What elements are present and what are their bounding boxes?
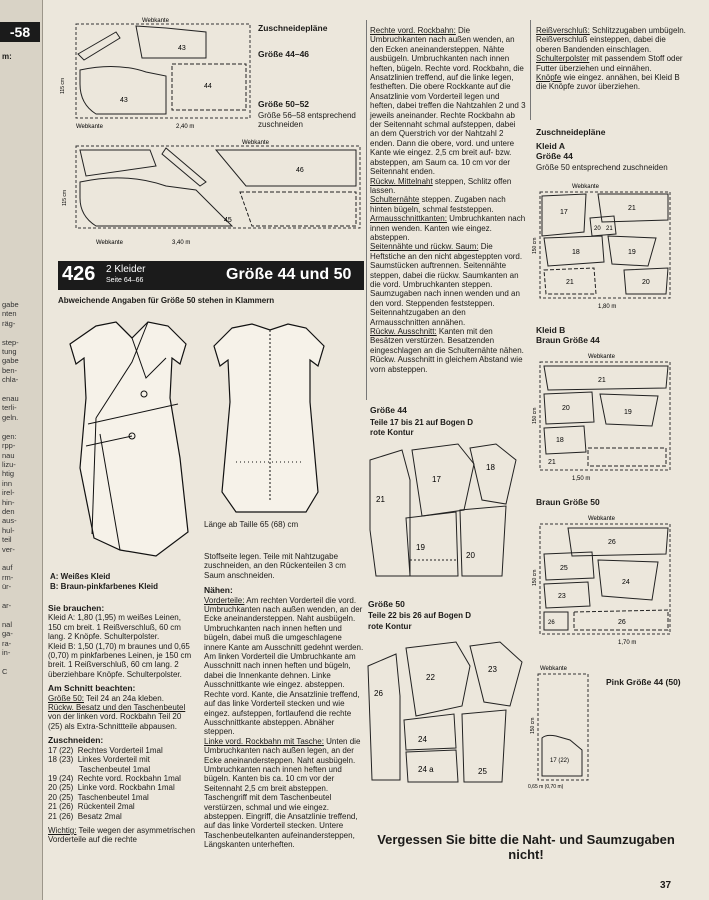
model-length: Länge ab Taille 65 (68) cm [204, 520, 299, 529]
rc-p2 [370, 177, 526, 196]
caption-a: A: Weißes Kleid [50, 572, 111, 581]
needs-heading: Sie brauchen: [48, 603, 105, 613]
kleid-a-note: Größe 50 entsprechend zuschneiden [536, 163, 668, 172]
p44-19: 19 [416, 543, 425, 552]
d1-webkante-top: Webkante [142, 18, 169, 24]
cut-heading: Zuschneiden: [48, 735, 104, 746]
p50-22: 22 [426, 673, 435, 682]
pattern-text-2-body: von der linken vord. Rockbahn Teil 20 (25) als Extra-Schnittteile abpausen. [48, 712, 182, 731]
model-number: 426 [62, 263, 96, 285]
lc-p3: 24 [622, 579, 630, 586]
fr-p3-body: wie eingez. annähen, bei Kleid B die Knöpfe zuvor überziehen. [536, 73, 680, 92]
ld-webkante: Webkante [540, 666, 567, 672]
gutter-line: ür- [2, 582, 12, 592]
cut-item: Taschenbeutel 1mal [48, 764, 151, 774]
layout-kleid-b [528, 352, 674, 484]
la-p5: 18 [572, 249, 580, 256]
rc-p1 [370, 26, 526, 177]
cutting-plan-diagram-2 [56, 136, 362, 248]
kleid-b: Kleid B [536, 325, 566, 335]
top-size-a: Größe 44–46 [258, 49, 310, 59]
gutter-line: terli- [2, 403, 17, 413]
rc-p6-label: Rückw. Ausschnitt: [370, 327, 437, 336]
gutter-line: ver- [2, 544, 15, 554]
la-p6: 19 [628, 249, 636, 256]
la-p3: 20 [594, 226, 601, 232]
model-sizes: Größe 44 und 50 [226, 266, 352, 283]
la-p7: 21 [566, 279, 574, 286]
gutter-line: geln. [2, 412, 19, 422]
kleid-a-size: Größe 44 [536, 151, 573, 161]
gutter-line: rm- [2, 572, 14, 582]
top-heading: Zuschneidepläne [258, 23, 328, 33]
d2-webkante-bottom: Webkante [96, 240, 123, 246]
d1-webkante-bottom: Webkante [76, 124, 103, 130]
cut-item: 21 (26) Rückenteil 2mal [48, 802, 135, 812]
important-body: Teile wegen der asymmetrischen Vorderteile auf die rechte [48, 825, 196, 845]
gutter-line [2, 610, 19, 619]
piece50-title: Größe 50 [368, 599, 405, 609]
sew-p2-body: Unten die Umbruchkanten nach außen legen, an der Ecke aneinandersteppen. Naht ausbügeln. Umbruchkanten nach innen heften und bügeln. Kanten bis ca. 10 cm vor der Seitennaht 2,5 cm breit absteppen. Taschengriff mit dem Taschenbeutel verstürzen, schmal und wie eingez. absteppen. Eingriff, die Ansatzlinie treffend, auf das linke Vorderteil stecken. Untere Taschenbeutelkanten aufeinandersteppen, Längskanten unterheften. [204, 736, 361, 850]
gutter-line [2, 657, 19, 666]
d1-piece-2: 44 [204, 83, 212, 90]
layout-pink [526, 664, 606, 794]
piece50-sub2: rote Kontur [368, 622, 412, 631]
gutter-line: teil [2, 535, 12, 545]
piece44-title: Größe 44 [370, 405, 407, 415]
p44-21: 21 [376, 495, 385, 504]
lb-width: 1,50 m [572, 476, 591, 482]
dress-back-illustration [206, 322, 332, 518]
rc-p5-label: Seitennähte und rückw. Saum: [370, 242, 479, 252]
gutter-line: aus- [2, 516, 17, 526]
gutter-line: ga- [2, 629, 13, 639]
p44-18: 18 [486, 463, 495, 472]
d1-height: 115 cm [60, 77, 66, 94]
la-p4: 21 [606, 226, 613, 232]
gutter-line: htig [2, 469, 15, 479]
rc-p1-body: Die Umbruchkanten nach außen wenden, an den Ecken aneinandersteppen. Nähte ausbügeln. Umbruchkanten nach innen heften, bügeln. Rechte vord. Rockbahn, die Ansatzlinien treffend, auf die linke legen, festheften. Die obere Rockkante auf die Ansatzlinie vom Vorderteil legen und heften, dabei treffen die Nahtzahlen 2 und 3 jeweils aneinander. Rechte Rockbahn ab der Seitennaht schmal aufsteppen, dabei an dem Querstrich vor der Nahtzahl 2 enden. Dann die obere, vord. und untere Kante wie eingez. 2,5 cm breit auf- bzw. absteppen, am Saum ca. 10 cm vor der Seitennaht enden. [370, 26, 526, 177]
right-column [370, 26, 526, 374]
lc-p2: 25 [560, 565, 568, 572]
rc-p4 [370, 214, 526, 242]
rc-p4-label: Armausschnittkanten: [370, 214, 447, 224]
cut-item: 19 (24) Rechte vord. Rockbahn 1mal [48, 773, 181, 783]
fr-p1-body: Schlitzzugaben umbügeln. Reißverschluß einsteppen, dabei die oberen Bandenden einschlagen. [536, 26, 686, 54]
cut-item: 17 (22) Rechtes Vorderteil 1mal [48, 745, 163, 755]
sew-p1-label: Vorderteile: [204, 595, 245, 605]
pink-size: Pink Größe 44 (50) [606, 677, 681, 687]
column-divider-2 [530, 20, 531, 120]
p50-24: 24 [418, 735, 427, 744]
gutter-line: irel- [2, 488, 15, 498]
lc-p1: 26 [608, 539, 616, 546]
pattern-pieces-44 [366, 440, 526, 582]
rc-p2-label: Rückw. Mittelnaht [370, 176, 433, 186]
mid-intro: Stoffseite legen. Teile mit Nahtzugabe zuschneiden, an den Rückenteilen 3 cm Saum anschneiden. [204, 552, 346, 580]
rc-p3-body: steppen. Zugaben nach hinten bügeln, schmal feststeppen. [370, 195, 506, 214]
left-column [48, 598, 196, 845]
la-width: 1,80 m [598, 304, 617, 310]
braun50: Braun Größe 50 [536, 497, 600, 507]
gutter-line: inn [2, 478, 13, 488]
sew-p2 [204, 737, 364, 850]
d2-width: 3,40 m [172, 240, 191, 246]
lc-width: 1,70 m [618, 640, 637, 646]
cut-item: 20 (25) Taschenbeutel 1mal [48, 792, 149, 802]
dress-a-front-illustration [56, 318, 208, 568]
ld-height: 150 cm [530, 717, 536, 734]
la-p8: 20 [642, 279, 650, 286]
p50-25: 25 [478, 767, 487, 776]
gutter-line: tung [2, 347, 17, 357]
lb-p1: 21 [598, 377, 606, 384]
p44-17: 17 [432, 475, 441, 484]
gutter-line: nau [2, 450, 15, 460]
lc-height: 150 cm [532, 569, 538, 586]
d2-webkante-top: Webkante [242, 140, 269, 146]
gutter-line: in- [2, 648, 11, 658]
bottom-reminder: Vergessen Sie bitte die Naht- und Saumzugaben nicht! [377, 832, 675, 862]
gutter-line [2, 422, 19, 431]
gutter-line: nten [2, 309, 17, 319]
p50-24a: 24 a [418, 765, 434, 774]
rc-p6-body: Kanten mit den Besätzen verstürzen. Besatzenden eingeschlagen an die Schulternähte nähen. Rückw. Ausschnitt in gleichem Abstand wie vorn absteppen. [370, 327, 524, 374]
caption-b: B: Braun-pinkfarbenes Kleid [50, 582, 159, 591]
lb-p5: 21 [548, 459, 556, 466]
gutter-line: hin- [2, 497, 15, 507]
gutter-line: chla- [2, 375, 19, 385]
cut-list [48, 746, 196, 821]
model-pages: Seite 64–66 [106, 277, 144, 284]
fr-p3 [536, 73, 692, 92]
gutter-line: gabe [2, 300, 19, 309]
model-title: 2 Kleider [106, 264, 146, 275]
needs-a: Kleid A: 1,80 (1,95) m weißes Leinen, 150 cm breit. 1 Reißverschluß, 60 cm lang. 2 Knöpfe. Schulterpolster. [48, 613, 181, 642]
sew-p2-label: Linke vord. Rockbahn mit Tasche: [204, 736, 324, 746]
cut-item: 21 (26) Besatz 2mal [48, 811, 122, 821]
gutter-line: auf [2, 563, 13, 573]
needs-b: Kleid B: 1,50 (1,70) m braunes und 0,65 (0,70) m pinkfarbenes Leinen, je 150 cm breit. 1 Reißverschluß, 60 cm lang. 2 überziehbare Knöpfe. Schulterpolster. [48, 641, 192, 679]
gutter-line: gen: [2, 431, 17, 441]
lc-p5: 26 [548, 620, 555, 626]
middle-column [204, 552, 364, 850]
ld-p1: 17 (22) [550, 758, 570, 764]
sew-p1 [204, 596, 364, 737]
fr-p2-label: Schulterpolster [536, 54, 590, 64]
piece44-sub2: rote Kontur [370, 428, 414, 437]
gutter-line: ar- [2, 601, 12, 610]
important-label: Wichtig: [48, 825, 77, 835]
p44-20: 20 [466, 551, 475, 560]
layout-kleid-a [528, 182, 674, 312]
rc-p3 [370, 195, 526, 214]
lb-p3: 19 [624, 409, 632, 416]
gutter-line: hul- [2, 525, 15, 535]
p50-26: 26 [374, 689, 383, 698]
kleid-a: Kleid A [536, 141, 565, 151]
d1-piece-3: 43 [120, 97, 128, 104]
gutter-line: gabe [2, 356, 19, 366]
gutter-line: den [2, 506, 15, 516]
rc-p5-body: Die Heftstiche an den nicht abgesteppten vord. Saumstücken auftrennen. Seitennähte steppen, dabei die rückw. Saumkanten an die vord. Umbruchkanten steppen. Saumzugaben nach innen wenden und an den vord. Steppenden feststeppen. Seitennahtzugaben an den Armausschnitten annähen. [370, 242, 523, 327]
fr-heading: Zuschneidepläne [536, 127, 606, 137]
fr-p2-body: mit passendem Stoff oder Futter überziehen und einnähen. [536, 54, 683, 73]
cutting-plan-diagram-1 [56, 14, 252, 132]
la-height: 150 cm [532, 237, 538, 254]
lb-p4: 18 [556, 437, 564, 444]
gutter-line: C [2, 666, 8, 676]
lc-p4: 23 [558, 593, 566, 600]
lb-webkante: Webkante [588, 354, 615, 360]
gutter-line: lizu- [2, 459, 16, 469]
rc-p4-body: Umbruchkanten nach innen wenden. Kanten wie eingez. absteppen. [370, 214, 526, 242]
pattern-text-2-label: Rückw. Besatz und den Taschenbeutel [48, 703, 186, 713]
cut-item: 20 (25) Linke vord. Rockbahn 1mal [48, 783, 175, 793]
rc-p2-body: steppen, Schlitz offen lassen. [370, 176, 512, 195]
gutter-text [0, 300, 19, 676]
pattern-heading: Am Schnitt beachten: [48, 683, 136, 694]
gutter-line [2, 385, 19, 394]
la-p1: 17 [560, 209, 568, 216]
lc-webkante: Webkante [588, 516, 615, 522]
pattern-text-2 [48, 703, 196, 731]
piece44-sub: Teile 17 bis 21 auf Bogen D [370, 418, 473, 427]
top-size-b: Größe 50–52 [258, 99, 310, 109]
rc-p3-label: Schulternähte [370, 195, 420, 205]
gutter-line [2, 554, 19, 563]
lb-p2: 20 [562, 405, 570, 412]
previous-page-number: -58 [0, 22, 40, 42]
lb-height: 150 cm [532, 407, 538, 424]
model-note: Abweichende Angaben für Größe 50 stehen in Klammern [58, 296, 275, 305]
gutter-note: m: [2, 52, 12, 61]
pattern-text-1-body: Teil 24 an 24a kleben. [84, 693, 164, 703]
rc-p5 [370, 242, 526, 327]
model-header-bar [58, 261, 364, 290]
ld-width: 0,65 m (0,70 m) [528, 784, 564, 790]
sew-heading: Nähen: [204, 585, 233, 596]
la-p2: 21 [628, 205, 636, 212]
cut-item: 18 (23) Linkes Vorderteil mit [48, 755, 150, 765]
piece50-sub: Teile 22 bis 26 auf Bogen D [368, 611, 471, 620]
layout-braun-50 [528, 514, 674, 648]
d1-width: 2,40 m [176, 124, 195, 130]
gutter-line: nal [2, 619, 13, 629]
rc-p1-label: Rechte vord. Rockbahn: [370, 26, 456, 35]
fr-p2 [536, 54, 692, 73]
previous-page-edge [0, 0, 43, 900]
far-right-column [536, 26, 692, 92]
kleid-b-size: Braun Größe 44 [536, 335, 600, 345]
pattern-text-1-label: Größe 50: [48, 693, 85, 703]
important-note [48, 826, 196, 845]
page-number: 37 [660, 880, 672, 891]
fr-p3-label: Knöpfe [536, 73, 562, 83]
d2-height: 115 cm [62, 189, 68, 206]
sew-p1-body: Am rechten Vorderteil die vord. Umbruchkanten nach außen wenden, an der Ecke aneinandersteppen. Naht ausbügeln. Umbruchkanten nach innen heften und bügeln, dabei muß die umgeschlagene innere Kante am Ausschnitt gedehnt werden. Am linken Vorderteil die Umbruchkante am Ausschnitt nach innen heften und bügeln, dabei die Innenkante dehnen. Linke Ausschnittkante wie eingez. absteppen. Rechte vord. Kante, die Ansatzlinie treffend, auf das linke Vorderteil stecken und wie eingez. aufsteppen, fortlaufend die rechte Ausschnittkante absteppen. Abnäher steppen. [204, 595, 364, 737]
top-size-b-note: Größe 56–58 entsprechend zuschneiden [258, 111, 356, 130]
column-divider-1 [366, 20, 367, 400]
lc-p6: 26 [618, 619, 626, 626]
gutter-line: step- [2, 337, 19, 347]
pattern-pieces-50 [366, 636, 528, 786]
gutter-line: enau [2, 394, 19, 404]
d2-piece-1: 46 [296, 167, 304, 174]
gutter-line [2, 328, 19, 337]
d2-piece-2: 45 [224, 217, 232, 224]
p50-23: 23 [488, 665, 497, 674]
gutter-line: rpp- [2, 441, 16, 451]
gutter-line [2, 592, 19, 601]
pattern-text-1 [48, 694, 196, 703]
d1-piece-1: 43 [178, 45, 186, 52]
rc-p6 [370, 327, 526, 374]
la-webkante: Webkante [572, 184, 599, 190]
gutter-line: räg- [2, 318, 16, 328]
gutter-line: ben- [2, 365, 18, 375]
fr-p1 [536, 26, 692, 54]
fr-p1-label: Reißverschluß: [536, 26, 590, 35]
gutter-line: ra- [2, 638, 12, 648]
